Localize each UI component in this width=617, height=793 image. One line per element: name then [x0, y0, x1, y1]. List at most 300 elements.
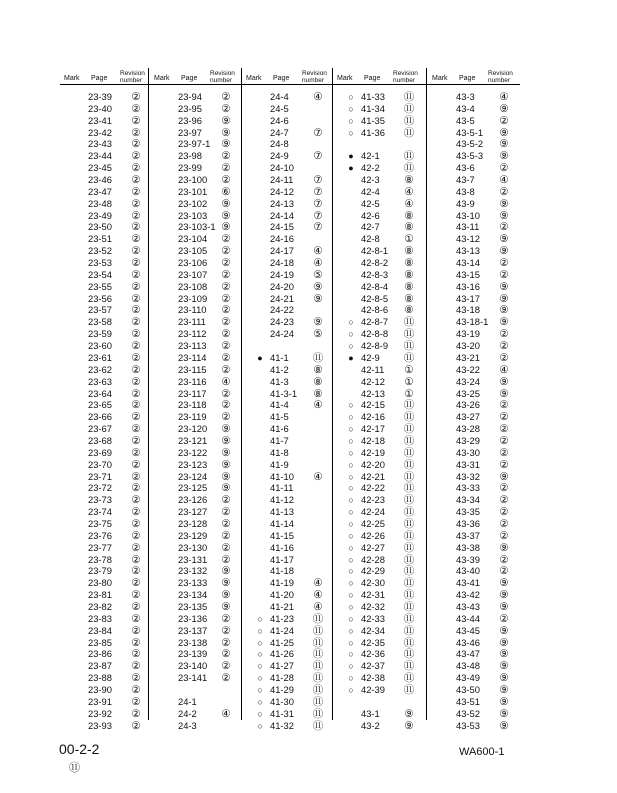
row-revision: ② — [499, 517, 509, 530]
row-revision: ② — [131, 209, 141, 222]
row-revision: ② — [131, 411, 141, 424]
row-page: 42-12 — [361, 375, 385, 387]
row-page: 42-22 — [361, 482, 385, 494]
row-page: 41-7 — [270, 434, 289, 446]
row-page: 23-137 — [178, 624, 208, 636]
row-page: 42-8-7 — [361, 316, 389, 328]
row-revision: ⑨ — [499, 648, 509, 661]
row-revision: ⑪ — [312, 624, 324, 637]
row-page: 41-18 — [270, 565, 294, 577]
row-revision: ② — [131, 351, 141, 364]
row-revision: ⑪ — [403, 684, 415, 696]
row-page: 23-125 — [178, 482, 208, 494]
row-mark: ○ — [257, 720, 263, 731]
column-divider — [241, 68, 242, 720]
row-page: 43-32 — [456, 470, 480, 482]
row-page: 24-13 — [270, 197, 294, 209]
row-revision: ⑪ — [403, 102, 415, 115]
row-page: 23-56 — [88, 292, 112, 304]
row-revision: ⑨ — [499, 138, 509, 151]
header-mark: Mark — [154, 75, 170, 82]
row-mark: ● — [348, 163, 354, 174]
row-page: 23-97-1 — [178, 138, 211, 150]
header-revision-number: number — [302, 77, 325, 84]
row-page: 41-4 — [270, 399, 289, 411]
row-revision: ⑧ — [404, 268, 414, 281]
row-page: 24-18 — [270, 257, 294, 269]
row-revision: ⑨ — [221, 434, 231, 447]
row-page: 23-81 — [88, 589, 112, 601]
row-revision: ② — [221, 280, 231, 293]
row-page: 43-6 — [456, 162, 475, 174]
row-revision: ② — [499, 458, 509, 471]
row-revision: ② — [221, 660, 231, 673]
row-page: 42-3 — [361, 174, 380, 186]
row-page: 23-93 — [88, 719, 112, 731]
row-page: 42-39 — [361, 684, 385, 695]
row-revision: ② — [221, 387, 231, 400]
row-page: 41-8 — [270, 446, 289, 458]
row-page: 43-29 — [456, 434, 480, 446]
row-page: 23-108 — [178, 280, 208, 292]
row-page: 24-14 — [270, 209, 294, 221]
row-revision: ② — [131, 316, 141, 329]
row-page: 23-46 — [88, 174, 112, 186]
row-page: 42-32 — [361, 600, 385, 612]
page-revision-mark: ⑪ — [69, 762, 80, 774]
row-revision: ⑪ — [312, 660, 324, 673]
row-page: 23-45 — [88, 162, 112, 174]
row-page: 23-44 — [88, 150, 112, 162]
row-page: 23-103-1 — [178, 221, 216, 233]
row-revision: ⑤ — [313, 268, 323, 281]
row-revision: ② — [131, 328, 141, 341]
row-page: 43-38 — [456, 541, 480, 553]
row-revision: ② — [131, 612, 141, 625]
row-revision: ⑪ — [403, 565, 415, 578]
row-mark: ○ — [348, 566, 354, 577]
row-revision: ② — [131, 446, 141, 459]
row-mark: ○ — [257, 637, 263, 648]
row-revision: ② — [499, 257, 509, 270]
row-page: 43-41 — [456, 577, 480, 589]
row-revision: ④ — [313, 257, 323, 270]
row-revision: ⑨ — [221, 221, 231, 234]
row-revision: ② — [221, 494, 231, 507]
row-page: 23-88 — [88, 672, 112, 684]
row-revision: ⑨ — [221, 577, 231, 590]
row-mark: ○ — [257, 708, 263, 719]
row-page: 23-54 — [88, 268, 112, 280]
row-page: 23-87 — [88, 660, 112, 672]
row-revision: ② — [499, 162, 509, 175]
row-mark: ○ — [257, 673, 263, 684]
row-revision: ② — [131, 529, 141, 542]
row-mark: ○ — [348, 115, 354, 126]
row-page: 23-75 — [88, 517, 112, 529]
row-revision: ② — [221, 541, 231, 554]
header-page: Page — [181, 75, 198, 82]
row-page: 23-43 — [88, 138, 112, 150]
row-revision: ⑪ — [403, 434, 415, 447]
row-revision: ② — [221, 529, 231, 542]
row-page: 23-49 — [88, 209, 112, 221]
row-revision: ④ — [313, 399, 323, 412]
row-revision: ⑦ — [313, 209, 323, 222]
row-revision: ⑨ — [221, 446, 231, 459]
row-revision: ② — [131, 707, 141, 720]
row-revision: ② — [221, 636, 231, 649]
row-revision: ⑦ — [313, 185, 323, 198]
column-divider — [332, 68, 333, 720]
row-page: 23-41 — [88, 114, 112, 126]
row-revision: ⑪ — [403, 399, 415, 412]
row-revision: ② — [499, 185, 509, 198]
row-page: 43-4 — [456, 102, 475, 114]
row-page: 23-109 — [178, 292, 208, 304]
row-page: 23-59 — [88, 328, 112, 340]
row-page: 42-8-3 — [361, 268, 389, 280]
row-page: 42-4 — [361, 185, 380, 197]
row-revision: ⑧ — [404, 221, 414, 234]
row-page: 23-141 — [178, 672, 208, 684]
row-revision: ⑧ — [404, 209, 414, 222]
row-mark: ○ — [348, 518, 354, 529]
row-page: 41-10 — [270, 470, 294, 482]
row-revision: ④ — [404, 185, 414, 198]
row-page: 41-16 — [270, 541, 294, 553]
row-page: 43-30 — [456, 446, 480, 458]
row-revision: ⑨ — [221, 565, 231, 578]
row-page: 41-26 — [270, 648, 294, 660]
row-revision: ② — [131, 695, 141, 708]
row-revision: ⑨ — [404, 719, 414, 732]
header-revision: Revision — [302, 70, 327, 77]
row-mark: ○ — [348, 590, 354, 601]
row-revision: ② — [499, 114, 509, 127]
row-page: 23-102 — [178, 197, 208, 209]
row-revision: ⑧ — [404, 245, 414, 258]
row-revision: ⑥ — [221, 185, 231, 198]
row-page: 24-6 — [270, 114, 289, 126]
row-page: 43-31 — [456, 458, 480, 470]
row-revision: ② — [221, 351, 231, 364]
row-revision: ② — [131, 150, 141, 163]
row-mark: ○ — [348, 673, 354, 684]
row-page: 23-96 — [178, 114, 202, 126]
row-page: 23-105 — [178, 245, 208, 257]
row-revision: ① — [404, 375, 414, 388]
row-revision: ① — [404, 387, 414, 400]
row-revision: ② — [131, 102, 141, 115]
row-page: 42-38 — [361, 672, 385, 684]
row-page: 43-7 — [456, 174, 475, 186]
column-divider — [426, 68, 427, 720]
row-page: 23-77 — [88, 541, 112, 553]
row-page: 42-8-2 — [361, 257, 389, 269]
row-page: 24-9 — [270, 150, 289, 162]
row-revision: ⑪ — [403, 660, 415, 673]
row-revision: ⑨ — [221, 482, 231, 495]
row-revision: ② — [499, 482, 509, 495]
row-revision: ② — [499, 446, 509, 459]
row-page: 23-127 — [178, 506, 208, 518]
row-page: 24-20 — [270, 280, 294, 292]
row-revision: ⑨ — [221, 600, 231, 613]
row-page: 43-12 — [456, 233, 480, 245]
row-revision: ② — [131, 138, 141, 151]
row-page: 42-20 — [361, 458, 385, 470]
row-page: 43-17 — [456, 292, 480, 304]
row-revision: ⑪ — [403, 600, 415, 613]
row-revision: ② — [131, 233, 141, 246]
header-revision-number: number — [488, 77, 511, 84]
row-revision: ⑦ — [313, 197, 323, 210]
row-page: 43-49 — [456, 672, 480, 684]
header-page: Page — [459, 75, 476, 82]
row-revision: ⑦ — [313, 221, 323, 234]
row-page: 24-7 — [270, 126, 289, 138]
row-revision: ② — [221, 506, 231, 519]
row-page: 23-78 — [88, 553, 112, 565]
row-page: 23-114 — [178, 351, 207, 363]
row-revision: ② — [131, 268, 141, 281]
row-page: 42-8 — [361, 233, 380, 245]
header-page: Page — [91, 75, 108, 82]
row-revision: ② — [221, 648, 231, 661]
row-revision: ② — [131, 672, 141, 685]
row-page: 41-14 — [270, 517, 294, 529]
row-revision: ⑨ — [221, 138, 231, 151]
row-page: 23-98 — [178, 150, 202, 162]
row-page: 24-2 — [178, 707, 197, 719]
row-page: 23-119 — [178, 411, 207, 423]
row-page: 41-31 — [270, 707, 294, 719]
row-revision: ② — [131, 719, 141, 732]
row-revision: ② — [131, 363, 141, 376]
row-page: 23-99 — [178, 162, 202, 174]
row-revision: ② — [499, 434, 509, 447]
row-page: 42-9 — [361, 351, 380, 363]
row-page: 23-112 — [178, 328, 207, 340]
row-revision: ② — [221, 174, 231, 187]
row-page: 41-11 — [270, 482, 294, 494]
row-mark: ○ — [348, 341, 354, 352]
row-page: 43-21 — [456, 351, 480, 363]
row-revision: ⑪ — [403, 411, 415, 424]
row-page: 23-116 — [178, 375, 207, 387]
row-revision: ⑪ — [403, 589, 415, 602]
row-page: 41-12 — [270, 494, 294, 506]
row-page: 24-8 — [270, 138, 289, 150]
row-mark: ○ — [348, 459, 354, 470]
row-page: 23-76 — [88, 529, 112, 541]
row-page: 42-13 — [361, 387, 385, 399]
row-revision: ⑪ — [403, 316, 415, 329]
row-page: 23-53 — [88, 257, 112, 269]
row-page: 23-103 — [178, 209, 208, 221]
row-page: 43-5 — [456, 114, 475, 126]
row-mark: ○ — [348, 637, 354, 648]
row-revision: ⑪ — [403, 506, 415, 519]
row-revision: ④ — [313, 589, 323, 602]
row-revision: ② — [221, 257, 231, 270]
row-revision: ⑪ — [312, 695, 324, 708]
row-page: 43-19 — [456, 328, 480, 340]
row-page: 23-136 — [178, 612, 208, 624]
row-revision: ② — [221, 245, 231, 258]
row-page: 41-25 — [270, 636, 294, 648]
row-revision: ② — [221, 399, 231, 412]
row-revision: ② — [131, 648, 141, 661]
row-revision: ⑪ — [312, 719, 324, 732]
row-mark: ○ — [348, 601, 354, 612]
row-page: 24-3 — [178, 719, 197, 731]
row-page: 43-15 — [456, 268, 480, 280]
row-revision: ② — [131, 399, 141, 412]
row-revision: ⑪ — [403, 541, 415, 554]
row-revision: ⑪ — [403, 423, 415, 436]
row-revision: ② — [131, 221, 141, 234]
row-page: 43-8 — [456, 185, 475, 197]
row-revision: ② — [131, 162, 141, 175]
row-revision: ⑨ — [221, 470, 231, 483]
row-revision: ② — [499, 612, 509, 625]
row-revision: ⑨ — [499, 233, 509, 246]
row-revision: ② — [221, 553, 231, 566]
row-page: 41-28 — [270, 672, 294, 684]
row-revision: ⑪ — [312, 612, 324, 625]
row-page: 43-33 — [456, 482, 480, 494]
row-revision: ⑪ — [403, 553, 415, 566]
row-revision: ⑪ — [403, 162, 415, 175]
row-mark: ○ — [348, 127, 354, 138]
row-page: 23-100 — [178, 174, 208, 186]
row-page: 42-15 — [361, 399, 385, 411]
row-page: 23-42 — [88, 126, 112, 138]
row-revision: ② — [131, 197, 141, 210]
row-page: 42-28 — [361, 553, 385, 565]
row-revision: ⑨ — [499, 245, 509, 258]
column-divider — [148, 68, 149, 720]
row-revision: ⑨ — [499, 600, 509, 613]
row-page: 23-129 — [178, 529, 208, 541]
row-revision: ⑨ — [499, 636, 509, 649]
row-page: 41-6 — [270, 423, 289, 435]
row-page: 43-11 — [456, 221, 480, 233]
row-page: 41-27 — [270, 660, 294, 672]
row-page: 42-8-6 — [361, 304, 389, 316]
row-page: 41-3 — [270, 375, 289, 387]
row-revision: ⑪ — [403, 482, 415, 495]
row-revision: ⑨ — [499, 292, 509, 305]
row-revision: ⑨ — [499, 316, 509, 329]
row-page: 23-83 — [88, 612, 112, 624]
row-page: 43-16 — [456, 280, 480, 292]
row-page: 23-51 — [88, 233, 112, 245]
row-page: 23-64 — [88, 387, 112, 399]
row-revision: ⑨ — [499, 695, 509, 708]
row-revision: ② — [221, 233, 231, 246]
row-page: 23-70 — [88, 458, 112, 470]
row-page: 41-35 — [361, 114, 385, 126]
row-page: 41-1 — [270, 351, 289, 363]
row-page: 42-6 — [361, 209, 380, 221]
row-page: 23-84 — [88, 624, 112, 636]
row-page: 43-22 — [456, 363, 480, 375]
row-revision: ② — [499, 268, 509, 281]
row-page: 23-97 — [178, 126, 202, 138]
row-revision: ④ — [313, 245, 323, 258]
row-page: 43-3 — [456, 91, 475, 102]
row-mark: ○ — [257, 661, 263, 672]
row-page: 43-14 — [456, 257, 480, 269]
row-revision: ⑪ — [403, 648, 415, 661]
row-page: 23-60 — [88, 340, 112, 352]
row-page: 42-25 — [361, 517, 385, 529]
header-revision-number: number — [210, 77, 233, 84]
row-revision: ⑨ — [221, 423, 231, 436]
row-revision: ② — [221, 102, 231, 115]
row-revision: ② — [499, 553, 509, 566]
row-revision: ④ — [313, 577, 323, 590]
row-revision: ⑨ — [499, 375, 509, 388]
row-page: 23-80 — [88, 577, 112, 589]
row-page: 23-90 — [88, 684, 112, 695]
row-revision: ⑨ — [313, 280, 323, 293]
row-revision: ② — [131, 517, 141, 530]
row-revision: ⑪ — [312, 351, 324, 364]
row-revision: ② — [131, 91, 141, 103]
row-page: 42-8-8 — [361, 328, 389, 340]
row-revision: ② — [499, 494, 509, 507]
row-revision: ⑨ — [499, 102, 509, 115]
row-mark: ○ — [348, 483, 354, 494]
row-revision: ⑪ — [403, 458, 415, 471]
row-page: 23-132 — [178, 565, 208, 577]
row-page: 23-85 — [88, 636, 112, 648]
row-revision: ⑪ — [312, 707, 324, 720]
row-page: 43-44 — [456, 612, 480, 624]
row-revision: ② — [131, 600, 141, 613]
row-revision: ⑨ — [499, 126, 509, 139]
row-revision: ② — [131, 624, 141, 637]
row-page: 23-131 — [178, 553, 208, 565]
row-revision: ⑪ — [312, 684, 324, 696]
row-page: 23-69 — [88, 446, 112, 458]
row-revision: ④ — [499, 174, 509, 187]
row-page: 24-16 — [270, 233, 294, 245]
row-revision: ② — [131, 340, 141, 353]
row-page: 41-20 — [270, 589, 294, 601]
row-revision: ⑨ — [313, 316, 323, 329]
row-page: 43-34 — [456, 494, 480, 506]
row-mark: ○ — [348, 530, 354, 541]
row-mark: ○ — [257, 625, 263, 636]
row-page: 43-45 — [456, 624, 480, 636]
row-page: 43-18 — [456, 304, 480, 316]
row-page: 43-26 — [456, 399, 480, 411]
row-revision: ④ — [499, 91, 509, 103]
row-page: 42-5 — [361, 197, 380, 209]
row-revision: ② — [131, 589, 141, 602]
row-page: 41-36 — [361, 126, 385, 138]
row-mark: ○ — [348, 542, 354, 553]
row-revision: ⑪ — [403, 340, 415, 353]
row-revision: ⑪ — [403, 624, 415, 637]
row-revision: ⑪ — [403, 351, 415, 364]
row-revision: ② — [131, 494, 141, 507]
